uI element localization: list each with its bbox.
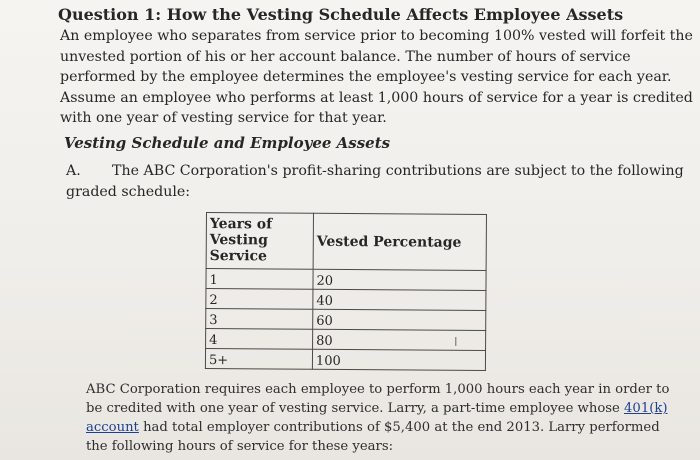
question-paragraph	[60, 26, 693, 129]
cell-percent: 80	[313, 329, 486, 350]
list-item-text-continued: graded schedule:	[66, 184, 191, 200]
table-row	[206, 269, 486, 291]
header-line: Years of	[209, 216, 273, 233]
cell-years: 5+	[205, 349, 312, 370]
text-cursor-icon: I	[454, 335, 458, 349]
table-row	[206, 329, 486, 351]
paragraph-line: unvested portion of his or her account balance. The number of hours of service	[60, 48, 631, 65]
paragraph-line: the following hours of service for these years:	[86, 439, 394, 454]
paragraph-line: Assume an employee who performs at least 1,000 hours of service for a year is credited	[60, 89, 693, 106]
cell-years: 1	[206, 269, 313, 290]
header-vested-percentage: Vested Percentage	[313, 213, 486, 270]
continuation-paragraph	[86, 380, 686, 456]
paragraph-line: ABC Corporation requires each employee to perform 1,000 hours each year in order to	[86, 382, 670, 397]
link-account[interactable]: account	[86, 420, 139, 435]
paragraph-text: had total employer contributions of $5,400 at the end 2013. Larry performed	[138, 420, 660, 435]
paragraph-line: performed by the employee determines the employee's vesting service for each year.	[60, 69, 672, 85]
cell-percent: 100	[312, 349, 485, 370]
table-row	[205, 349, 485, 371]
cell-percent: 60	[313, 309, 486, 330]
header-years-of-vesting-service	[206, 213, 313, 270]
paragraph-line: An employee who separates from service prior to becoming 100% vested will forfeit the	[60, 28, 693, 44]
list-item-a	[66, 161, 684, 203]
paragraph-line	[86, 418, 686, 437]
section-subheading: Vesting Schedule and Employee Assets	[64, 134, 391, 152]
cell-years: 4	[206, 329, 313, 350]
header-line: Service	[209, 248, 268, 265]
link-401k[interactable]: 401(k)	[624, 401, 668, 416]
cell-percent: 20	[313, 269, 486, 290]
table-header-row	[206, 213, 486, 271]
cell-years: 2	[206, 289, 313, 310]
list-item-marker: A.	[66, 163, 81, 179]
list-item-text: The ABC Corporation's profit-sharing contributions are subject to the following	[112, 163, 684, 179]
vesting-schedule-table	[205, 212, 487, 371]
header-line: Vesting	[209, 232, 268, 249]
table-row	[206, 309, 486, 331]
paragraph-text: be credited with one year of vesting service. Larry, a part-time employee whose	[86, 401, 625, 416]
paragraph-line	[86, 399, 686, 418]
question-title: Question 1: How the Vesting Schedule Affects Employee Assets	[58, 5, 624, 24]
paragraph-line: with one year of vesting service for that year.	[60, 110, 387, 126]
table-row	[206, 289, 486, 311]
cell-years: 3	[206, 309, 313, 330]
cell-percent: 40	[313, 289, 486, 310]
